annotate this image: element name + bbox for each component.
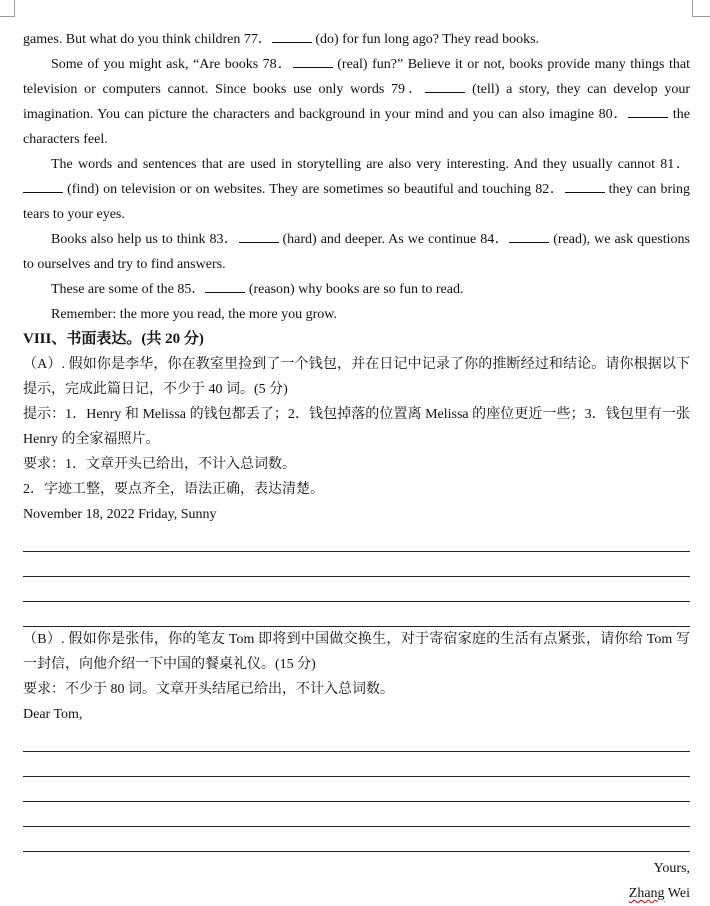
task-a-opening: November 18, 2022 Friday, Sunny bbox=[23, 507, 217, 522]
passage-paragraph-1: games. But what do you think children 77． (do) for fun long ago? They read books. bbox=[23, 32, 540, 47]
letter-signature bbox=[23, 881, 690, 906]
task-a-hints: 提示：1．Henry 和 Melissa 的钱包都丢了；2．钱包掉落的位置离 Melissa 的座位更近一些；3．钱包里有一张 Henry 的全家福照片。 bbox=[23, 407, 690, 447]
crop-mark-top-right bbox=[692, 0, 710, 17]
task-b-requirement: 要求：不少于 80 词。文章开头结尾已给出，不计入总词数。 bbox=[23, 682, 394, 697]
writing-line[interactable] bbox=[23, 802, 690, 827]
answer-blank-83[interactable] bbox=[239, 230, 279, 243]
writing-line[interactable] bbox=[23, 577, 690, 602]
writing-line[interactable] bbox=[23, 552, 690, 577]
passage-paragraph-4: Books also help us to think 83． (hard) and deeper. As we continue 84． (read), we ask questions to ourselves and try to find answers. bbox=[23, 232, 691, 272]
writing-line[interactable] bbox=[23, 827, 690, 852]
task-a-requirement-1: 要求：1．文章开头已给出，不计入总词数。 bbox=[23, 457, 296, 472]
task-a-requirement-2: 2．字迹工整，要点齐全，语法正确，表达清楚。 bbox=[23, 482, 324, 497]
signature-last: Wei bbox=[664, 886, 690, 901]
writing-line[interactable] bbox=[23, 602, 690, 627]
task-b-writing-area[interactable] bbox=[23, 727, 690, 852]
passage-paragraph-2: Some of you might ask, “Are books 78． (real) fun?” Believe it or not, books provide many things that television or computers cannot. Since books use only words 79． (tell) a story, they can develop your imagination. You can picture the characters and background in your mind and you can also imagine 80． the characters feel. bbox=[23, 57, 691, 147]
task-b-prompt: （B）. 假如你是张伟，你的笔友 Tom 即将到中国做交换生，对于寄宿家庭的生活有点紧张，请你给 Tom 写一封信，向他介绍一下中国的餐桌礼仪。(15 分) bbox=[23, 632, 690, 672]
task-b-greeting: Dear Tom, bbox=[23, 707, 83, 722]
signature-first: Zhang bbox=[628, 886, 665, 901]
writing-line[interactable] bbox=[23, 752, 690, 777]
document-body bbox=[23, 27, 690, 906]
letter-closing: Yours, bbox=[653, 861, 690, 876]
answer-blank-84[interactable] bbox=[509, 230, 549, 243]
answer-blank-78[interactable] bbox=[293, 55, 333, 68]
answer-blank-85[interactable] bbox=[205, 280, 245, 293]
answer-blank-82[interactable] bbox=[565, 180, 605, 193]
section-title: VIII、书面表达。(共 20 分) bbox=[23, 331, 204, 347]
answer-blank-77[interactable] bbox=[272, 30, 312, 43]
passage-paragraph-6: Remember: the more you read, the more you grow. bbox=[51, 307, 338, 322]
writing-line[interactable] bbox=[23, 727, 690, 752]
answer-blank-81[interactable] bbox=[23, 180, 63, 193]
crop-mark-top-left bbox=[0, 0, 15, 17]
answer-blank-80[interactable] bbox=[628, 105, 668, 118]
answer-blank-79[interactable] bbox=[425, 80, 465, 93]
writing-line[interactable] bbox=[23, 777, 690, 802]
passage-paragraph-3: The words and sentences that are used in storytelling are also very interesting. And they usually cannot 81． (find) on television or on websites. They are sometimes so beautiful and touching 82． they can bring tears to your eyes. bbox=[23, 157, 690, 222]
writing-line[interactable] bbox=[23, 527, 690, 552]
passage-paragraph-5: These are some of the 85． (reason) why books are so fun to read. bbox=[51, 282, 464, 297]
task-a-prompt: （A）. 假如你是李华，你在教室里捡到了一个钱包，并在日记中记录了你的推断经过和结论。请你根据以下提示，完成此篇日记，不少于 40 词。(5 分) bbox=[23, 357, 690, 397]
task-a-writing-area[interactable] bbox=[23, 527, 690, 627]
